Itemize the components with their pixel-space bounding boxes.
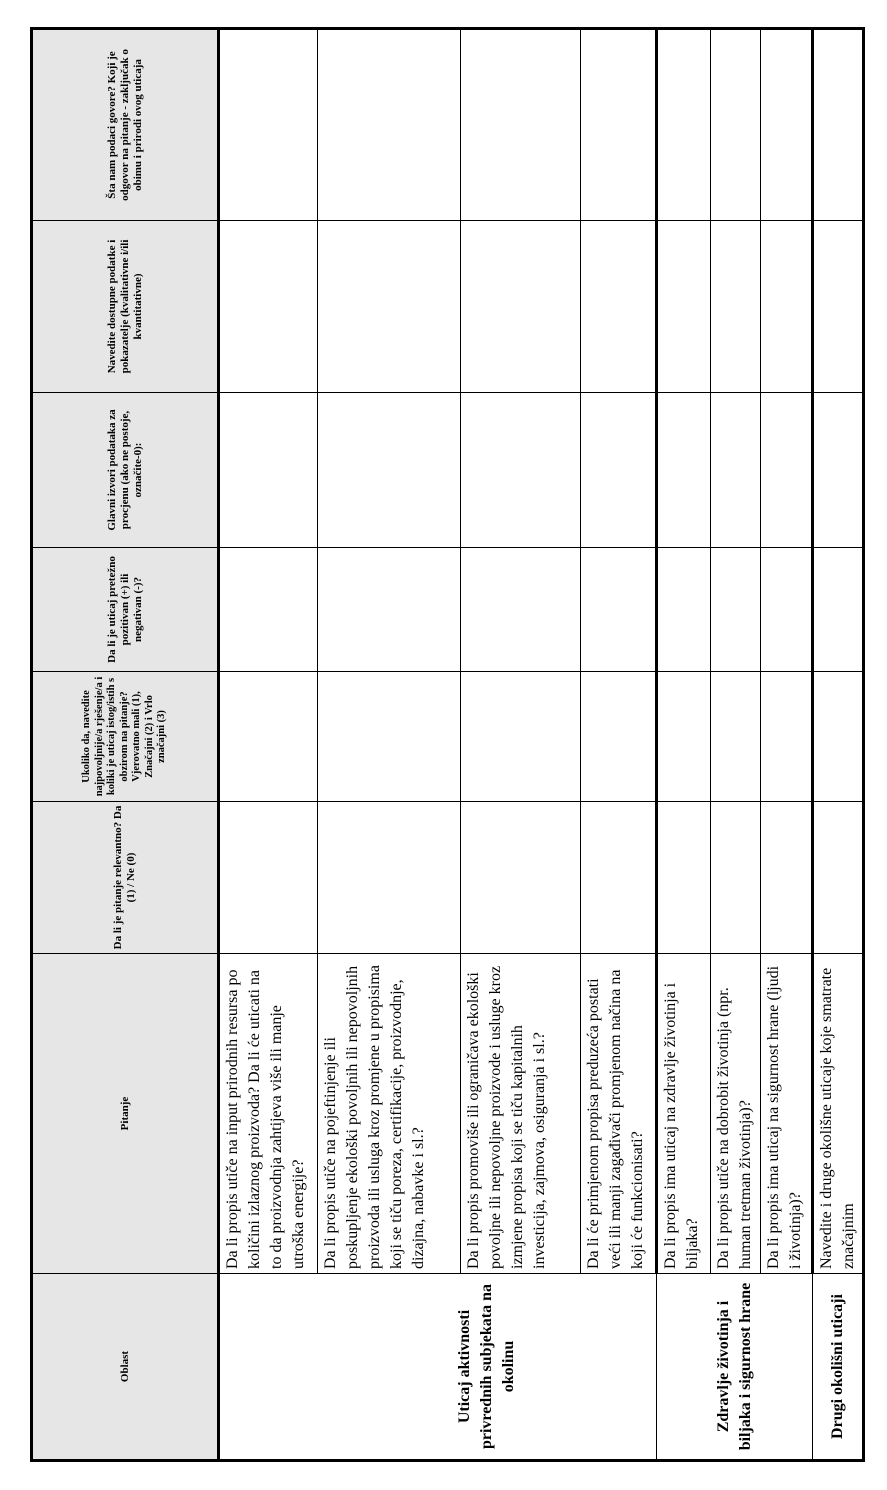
impact-level-cell[interactable] (461, 672, 581, 802)
impact-level-cell[interactable] (657, 672, 711, 802)
relevant-cell[interactable] (813, 802, 864, 954)
conclusion-cell[interactable] (219, 29, 318, 221)
impact-level-cell[interactable] (318, 672, 461, 802)
question-cell: Navedite i druge okolišne uticaje koje smatrate značajnim (813, 954, 864, 1274)
header-row (32, 29, 219, 1461)
conclusion-cell[interactable] (461, 29, 581, 221)
sources-cell[interactable] (657, 393, 711, 548)
table-row (581, 29, 657, 1461)
indicators-cell[interactable] (657, 221, 711, 393)
impact-level-cell[interactable] (581, 672, 657, 802)
indicators-cell[interactable] (581, 221, 657, 393)
sources-cell[interactable] (813, 393, 864, 548)
conclusion-cell[interactable] (318, 29, 461, 221)
sources-cell[interactable] (761, 393, 813, 548)
conclusion-cell[interactable] (581, 29, 657, 221)
area-label: Drugi okolišni uticaji (813, 1274, 864, 1461)
area-label: Uticaj aktivnosti privrednih subjekata na okolinu (318, 1274, 657, 1461)
table-row (761, 29, 813, 1461)
direction-cell[interactable] (813, 548, 864, 672)
area-label: Zdravlje životinja i biljaka i sigurnost hrane (657, 1274, 813, 1461)
table-row (657, 29, 711, 1461)
direction-cell[interactable] (761, 548, 813, 672)
impact-level-cell[interactable] (219, 672, 318, 802)
impact-level-cell[interactable] (813, 672, 864, 802)
indicators-cell[interactable] (813, 221, 864, 393)
relevant-cell[interactable] (711, 802, 761, 954)
indicators-cell[interactable] (711, 221, 761, 393)
impact-level-cell[interactable] (711, 672, 761, 802)
indicators-cell[interactable] (219, 221, 318, 393)
header-sources: Glavni izvori podataka za procjenu (ako ne postoje, označite-0): (32, 393, 219, 548)
direction-cell[interactable] (711, 548, 761, 672)
table-row (461, 29, 581, 1461)
question-cell: Da li propis utiče na input prirodnih resursa po količini izlaznog proizvoda? Da li će uticati na to da proizvodnja zahtijeva više ili manje utroška energije? (219, 954, 318, 1274)
direction-cell[interactable] (318, 548, 461, 672)
conclusion-cell[interactable] (711, 29, 761, 221)
relevant-cell[interactable] (318, 802, 461, 954)
sources-cell[interactable] (711, 393, 761, 548)
table-row (219, 29, 318, 1461)
conclusion-cell[interactable] (813, 29, 864, 221)
direction-cell[interactable] (461, 548, 581, 672)
indicators-cell[interactable] (461, 221, 581, 393)
relevant-cell[interactable] (219, 802, 318, 954)
table-row (813, 29, 864, 1461)
question-cell: Da li propis ima uticaj na sigurnost hrane (ljudi i životinja)? (761, 954, 813, 1274)
relevant-cell[interactable] (761, 802, 813, 954)
header-question: Pitanje (32, 954, 219, 1274)
table-row (711, 29, 761, 1461)
direction-cell[interactable] (657, 548, 711, 672)
conclusion-cell[interactable] (761, 29, 813, 221)
indicators-cell[interactable] (761, 221, 813, 393)
direction-cell[interactable] (219, 548, 318, 672)
sources-cell[interactable] (581, 393, 657, 548)
relevant-cell[interactable] (461, 802, 581, 954)
header-relevant: Da li je pitanje relevantno? Da (1) / Ne (0) (32, 802, 219, 954)
area-cell-blank (219, 1274, 318, 1461)
header-impact-level: Ukoliko da, navedite najpovoljnije/a rješenje/a i koliki je uticaj istog/istih s obzirom na pitanje? Vjerovatno mali (1), Značajni (2) i Vrlo značajni (3) (32, 672, 219, 802)
question-cell: Da li propis utiče na dobrobit životinja (npr. human tretman životinja)? (711, 954, 761, 1274)
indicators-cell[interactable] (318, 221, 461, 393)
header-conclusion: Šta nam podaci govore? Koji je odgovor na pitanje - zaključak o obimu i prirodi ovog uticaja (32, 29, 219, 221)
sources-cell[interactable] (461, 393, 581, 548)
relevant-cell[interactable] (657, 802, 711, 954)
question-cell: Da li propis promoviše ili ograničava ekološki povoljne ili nepovoljne proizvode i usluge kroz izmjene propisa koji se tiču kapitalnih investicija, zajmova, osiguranja i sl.? (461, 954, 581, 1274)
impact-level-cell[interactable] (761, 672, 813, 802)
header-indicators: Navedite dostupne podatke i pokazatelje (kvalitativne i/ili kvantitativne) (32, 221, 219, 393)
impact-assessment-table (30, 27, 865, 1462)
table-row (318, 29, 461, 1461)
relevant-cell[interactable] (581, 802, 657, 954)
question-cell: Da li propis utiče na pojeftinjenje ili poskupljenje ekološki povoljnih ili nepovoljnih proizvoda ili usluga kroz promjene u propisima koji se tiču poreza, certifikacije, proizvodnje, dizajna, nabavke i sl.? (318, 954, 461, 1274)
question-cell: Da li propis ima uticaj na zdravlje životinja i biljaka? (657, 954, 711, 1274)
conclusion-cell[interactable] (657, 29, 711, 221)
sources-cell[interactable] (318, 393, 461, 548)
question-cell: Da li će primjenom propisa preduzeća postati veći ili manji zagađivači promjenom načina na koji će funkcionisati? (581, 954, 657, 1274)
header-area: Oblast (32, 1274, 219, 1461)
header-direction: Da li je uticaj pretežno pozitivan (+) ili negativan (-)? (32, 548, 219, 672)
sources-cell[interactable] (219, 393, 318, 548)
direction-cell[interactable] (581, 548, 657, 672)
